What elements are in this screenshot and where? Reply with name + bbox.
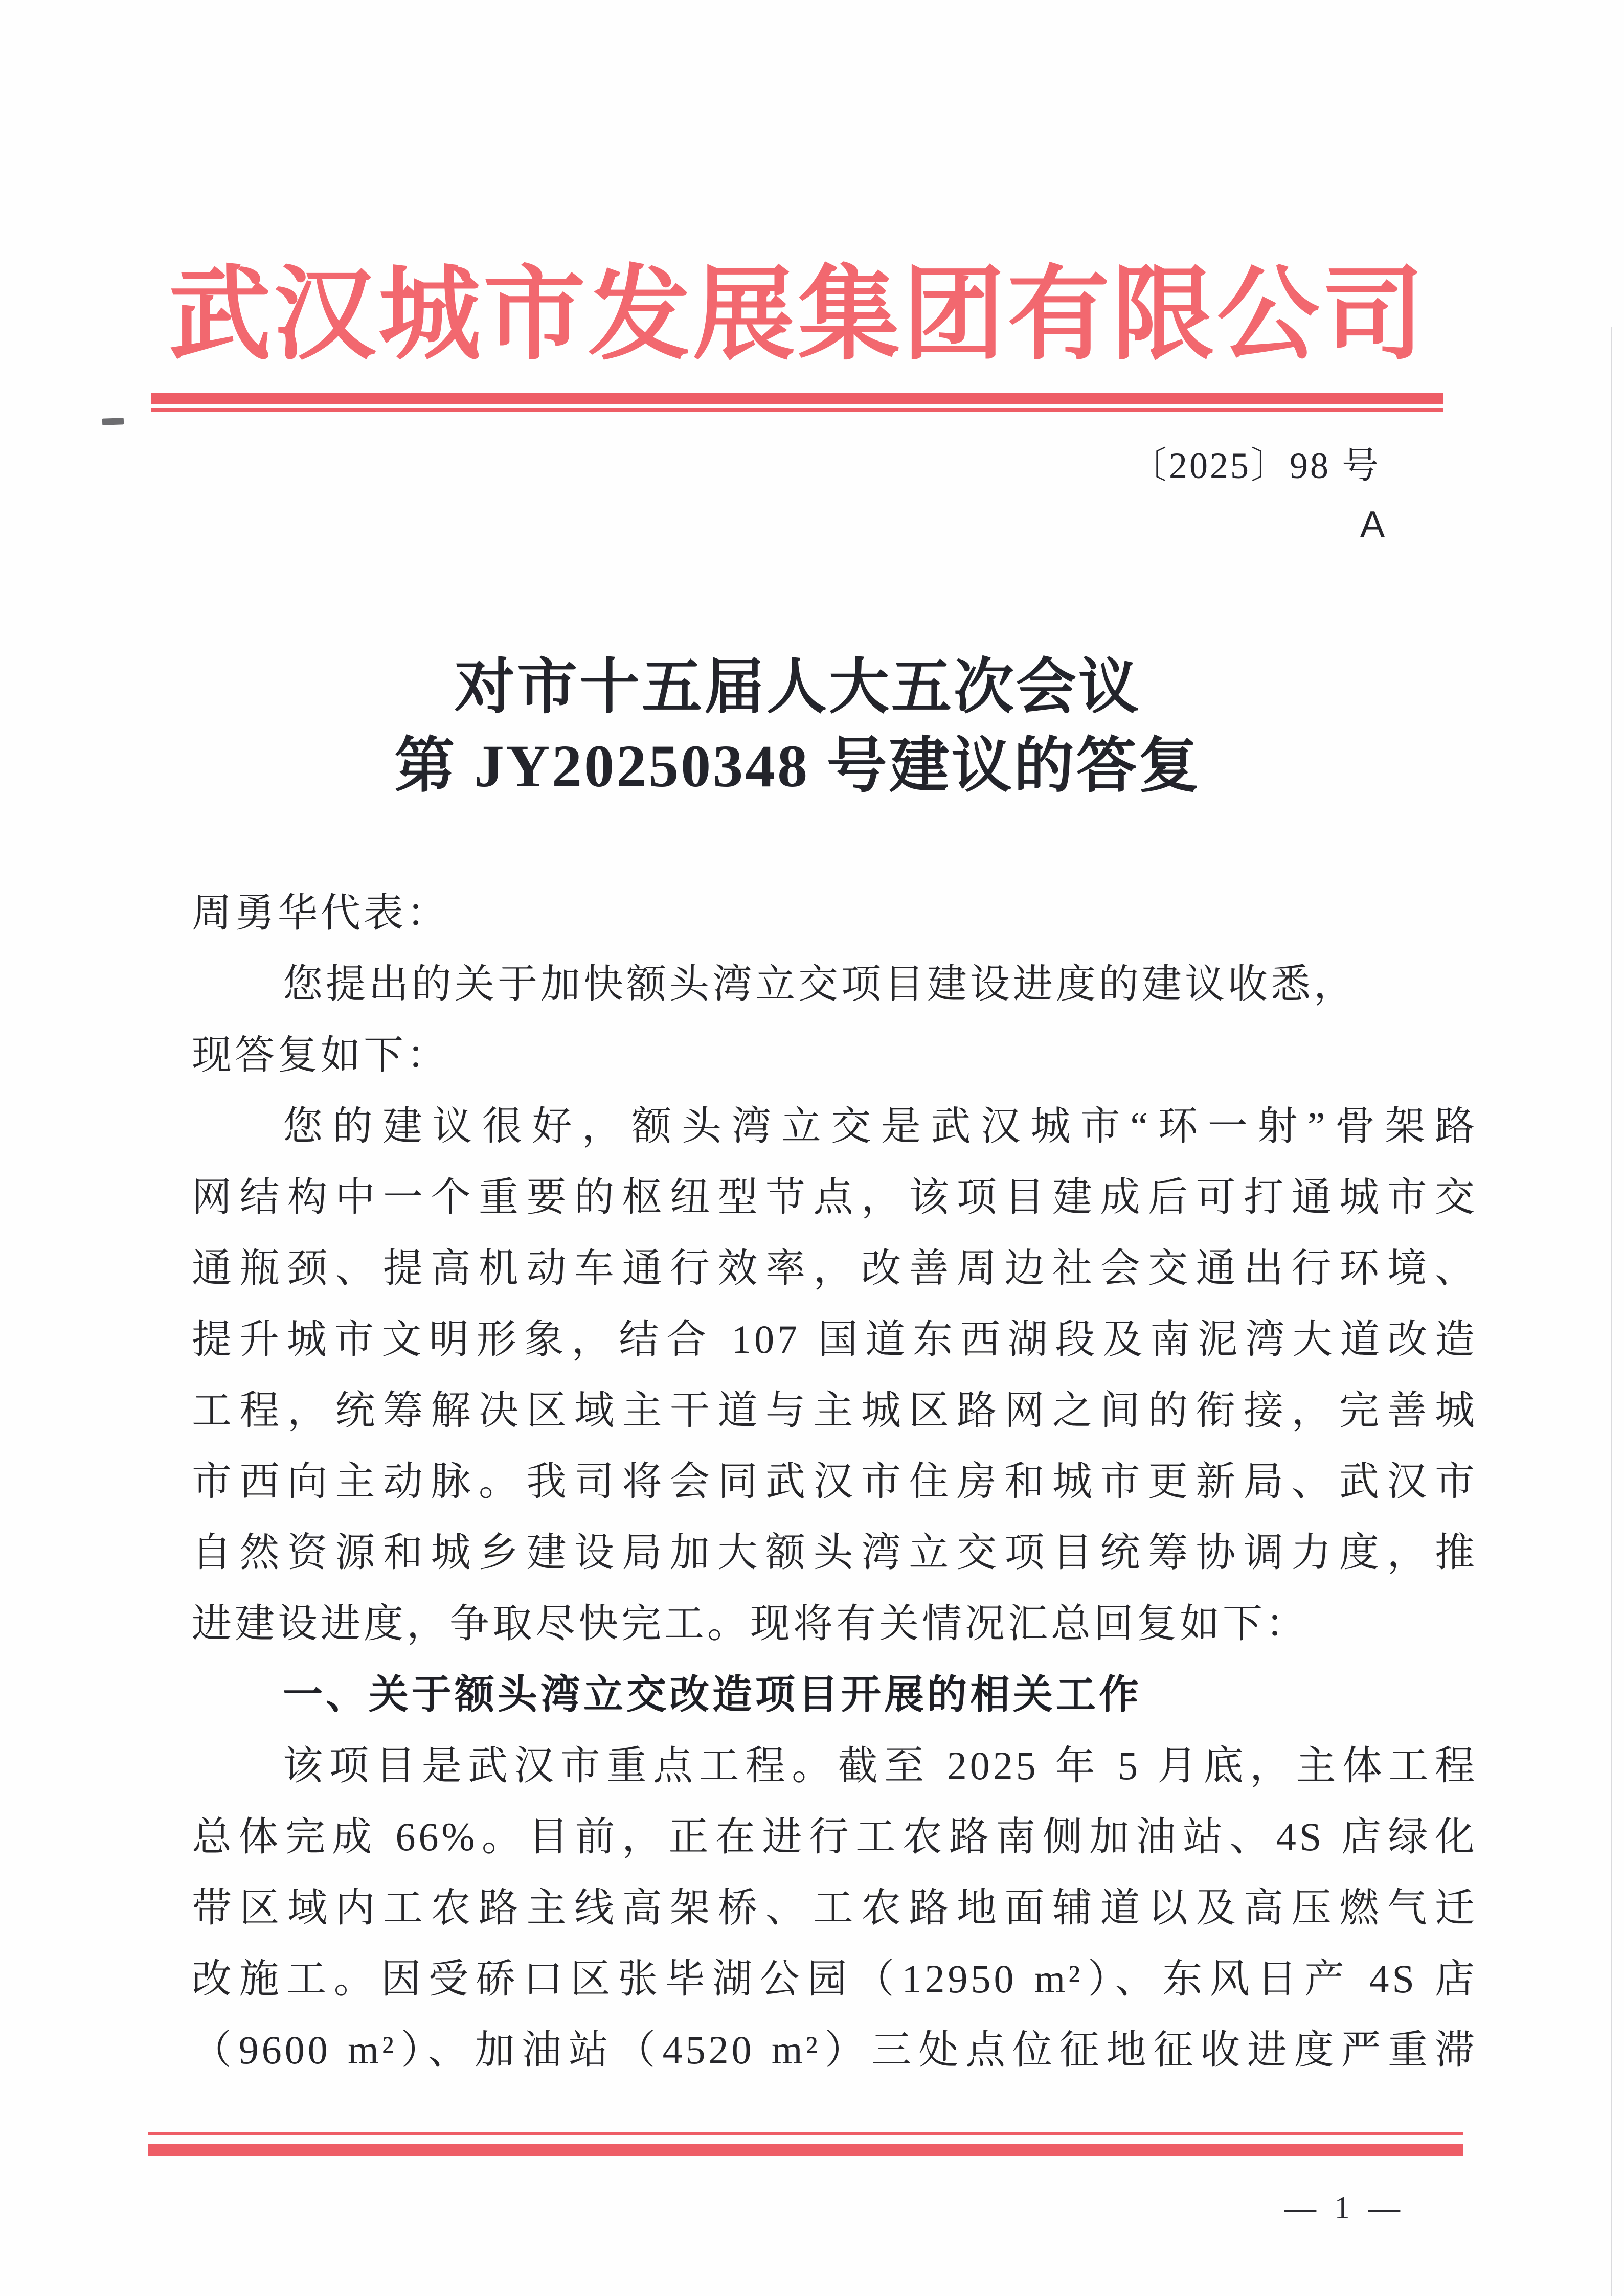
body-line: 网结构中一个重要的枢纽型节点，该项目建成后可打通城市交: [192, 1175, 1478, 1219]
body-line: 改施工。因受硚口区张毕湖公园（12950 m²）、东风日产 4S 店: [192, 1957, 1478, 2001]
body-line: 您提出的关于加快额头湾立交项目建设进度的建议收悉，: [283, 962, 1357, 1006]
body-line: 进建设进度，争取尽快完工。现将有关情况汇总回复如下：: [192, 1601, 1309, 1646]
footer-rule-thin: [148, 2132, 1463, 2135]
body-line-salutation: 周勇华代表：: [192, 891, 450, 935]
body-line: 工程，统筹解决区域主干道与主城区路网之间的衔接，完善城: [192, 1388, 1478, 1433]
header-rule-thick: [151, 393, 1443, 404]
body-line: 市西向主动脉。我司将会同武汉市住房和城市更新局、武汉市: [192, 1459, 1478, 1504]
body-line: 提升城市文明形象，结合 107 国道东西湖段及南泥湾大道改造: [192, 1317, 1478, 1361]
body-line: 通瓶颈、提高机动车通行效率，改善周边社会交通出行环境、: [192, 1246, 1478, 1290]
document-number: 〔2025〕98 号: [1130, 445, 1381, 486]
document-title-line1: 对市十五届人大五次会议: [454, 654, 1141, 721]
body-line: 现答复如下：: [192, 1033, 450, 1077]
body-section-heading: 一、关于额头湾立交改造项目开展的相关工作: [283, 1672, 1142, 1717]
letterhead-title: 武汉城市发展集团有限公司: [169, 259, 1427, 372]
document-title-line2: 第 JY20250348 号建议的答复: [394, 733, 1201, 800]
body-line: 该项目是武汉市重点工程。截至 2025 年 5 月底，主体工程: [283, 1743, 1478, 1788]
body-line: （9600 m²）、加油站（4520 m²）三处点位征地征收进度严重滞: [192, 2028, 1478, 2072]
body-line: 自然资源和城乡建设局加大额头湾立交项目统筹协调力度，推: [192, 1530, 1478, 1575]
scan-artifact-smudge: [102, 418, 124, 425]
document-body: [192, 877, 1478, 2085]
page-number: — 1 —: [1284, 2191, 1405, 2225]
document-title: [0, 648, 1595, 806]
body-line: 总体完成 66%。目前，正在进行工农路南侧加油站、4S 店绿化: [192, 1814, 1478, 1859]
scan-edge-line: [1611, 327, 1612, 2296]
copy-mark: A: [1360, 504, 1385, 545]
body-line: 带区域内工农路主线高架桥、工农路地面辅道以及高压燃气迁: [192, 1885, 1478, 1930]
body-line: 您的建议很好，额头湾立交是武汉城市“环一射”骨架路: [283, 1104, 1478, 1148]
footer-rule-thick: [148, 2144, 1463, 2156]
header-rule-thin: [151, 408, 1443, 412]
